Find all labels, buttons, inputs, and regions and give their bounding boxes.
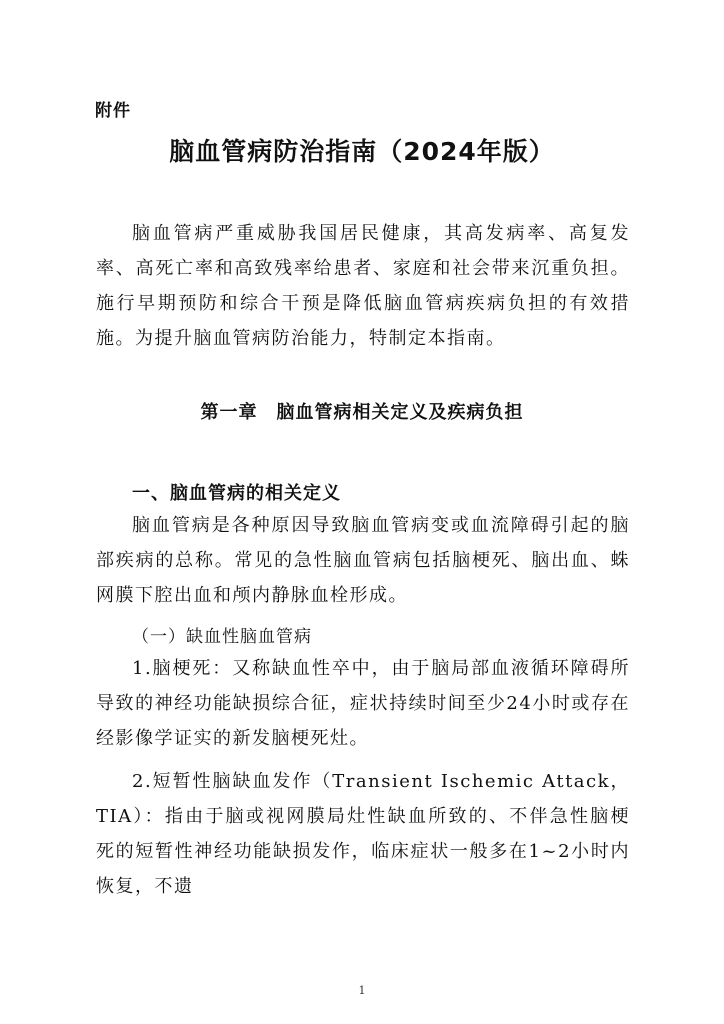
intro-paragraph: 脑血管病严重威胁我国居民健康，其高发病率、高复发率、高死亡率和高致残率给患者、家庭和社会带来沉重负担。施行早期预防和综合干预是降低脑血管病疾病负担的有效措施。为提升脑血管病防治能力，特制定本指南。 [96, 223, 630, 349]
document-title: 脑血管病防治指南（2024年版） [169, 137, 555, 166]
list-item-cerebral-infarction: 1.脑梗死：又称缺血性卒中，由于脑局部血液循环障碍所导致的神经功能缺损综合征，症状持续时间至少24小时或存在经影像学证实的新发脑梗死灶。 [96, 658, 630, 749]
attachment-label: 附件 [95, 101, 131, 121]
subsection-heading: （一）缺血性脑血管病 [132, 627, 312, 647]
section-heading: 一、脑血管病的相关定义 [132, 483, 341, 504]
definition-paragraph: 脑血管病是各种原因导致脑血管病变或血流障碍引起的脑部疾病的总称。常见的急性脑血管病包括脑梗死、脑出血、蛛网膜下腔出血和颅内静脉血栓形成。 [96, 515, 630, 606]
page-number: 1 [358, 984, 366, 997]
chapter-heading: 第一章 脑血管病相关定义及疾病负担 [200, 402, 524, 423]
list-item-tia: 2.短暂性脑缺血发作（Transient Ischemic Attack，TIA）：指由于脑或视网膜局灶性缺血所致的、不伴急性脑梗死的短暂性神经功能缺损发作，临床症状一般多在1~2小时内恢复，不遗 [96, 771, 630, 897]
